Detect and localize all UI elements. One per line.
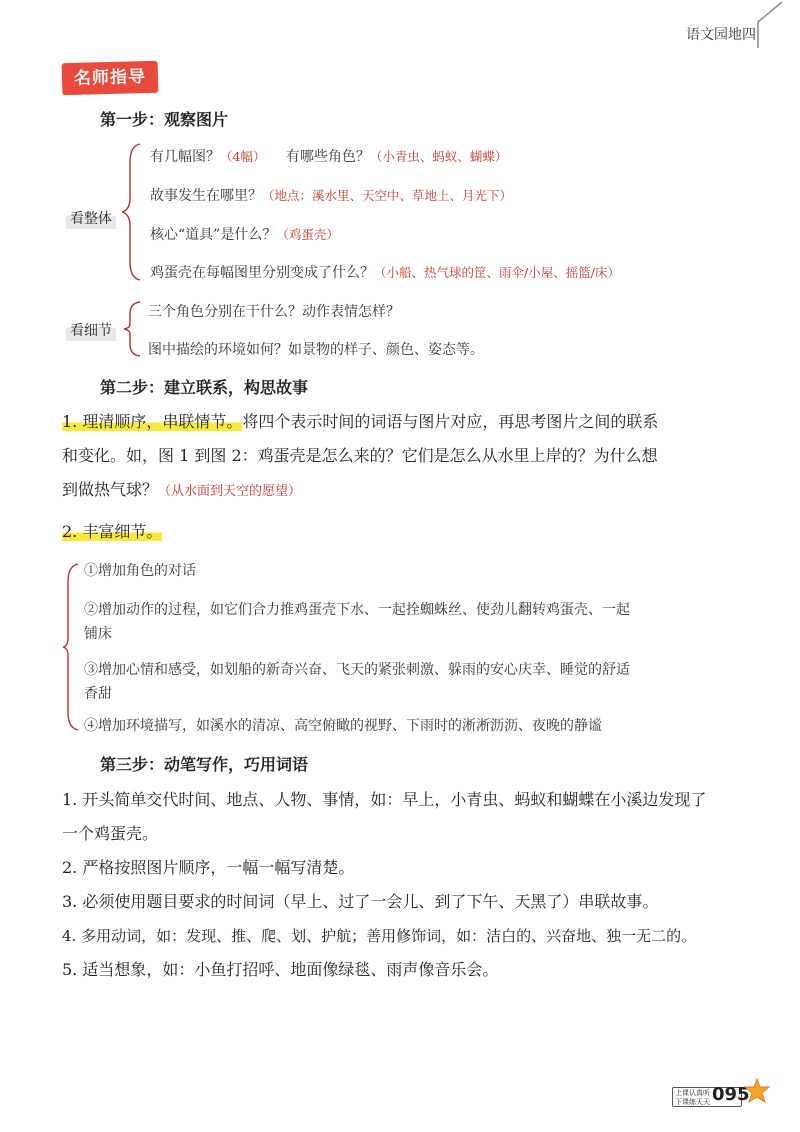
overall-question-3: 核心“道具”是什么？（鸡蛋壳）: [150, 227, 339, 243]
step3-line-1: 1. 开头简单交代时间、地点、人物、事情，如：早上，小青虫、蚂蚁和蝴蝶在小溪边发现了: [62, 790, 707, 809]
detail-item-2: ②增加动作的过程，如它们合力推鸡蛋壳下水、一起拴蜘蛛丝、使劲儿翻转鸡蛋壳、一起 铺床: [84, 602, 630, 642]
step3-title: 第三步：动笔写作，巧用词语: [100, 755, 309, 774]
step3-line-1-cont: 一个鸡蛋壳。: [62, 824, 159, 843]
tag-details: 看细节: [66, 319, 116, 341]
step3-line-3: 3. 必须使用题目要求的时间词（早上、过了一会儿、到了下午、天黑了）串联故事。: [62, 892, 659, 911]
step3-list: [62, 783, 762, 987]
corner-decoration: [754, 0, 784, 48]
step3-line-2: 2. 严格按照图片顺序，一幅一幅写清楚。: [62, 858, 355, 877]
detail-item-3: ③增加心情和感受，如划船的新奇兴奋、飞天的紧张刺激、躲雨的安心庆幸、睡觉的舒适 香甜: [84, 662, 630, 702]
chapter-title: 语文园地四: [686, 27, 756, 43]
step2-paragraph-1: 1. 理清顺序，串联情节。将四个表示时间的词语与图片对应，再思考图片之间的联系 和变化。如，图 1 到图 2：鸡蛋壳是怎么来的？它们是怎么从水里上岸的？为什么想 到做热气球？（从水面到天空的愿望）: [62, 412, 659, 499]
details-question-2: 图中描绘的环境如何？如景物的样子、颜色、姿态等。: [148, 342, 484, 358]
section-badge: 名师指导: [62, 61, 159, 96]
step3-line-5: 5. 适当想象，如：小鱼打招呼、地面像绿毯、雨声像音乐会。: [62, 960, 499, 979]
overall-question-1: 有几幅图？（4幅） 有哪些角色？（小青虫、蚂蚁、蝴蝶）: [150, 149, 508, 165]
star-icon: [744, 1078, 770, 1104]
tag-overall: 看整体: [66, 207, 116, 229]
details-question-1: 三个角色分别在干什么？动作表情怎样？: [148, 304, 400, 320]
step1-title: 第一步：观察图片: [100, 110, 229, 129]
brace-details-list: [62, 562, 80, 732]
brace-details: [122, 300, 142, 358]
brace-overall: [120, 142, 142, 282]
overall-question-2: 故事发生在哪里？（地点：溪水里、天空中、草地上、月光下）: [150, 188, 513, 204]
detail-item-1: ①增加角色的对话: [84, 563, 196, 579]
page-number: 095: [712, 1084, 750, 1105]
step3-line-4: 4. 多用动词，如：发现、推、爬、划、护航；善用修饰词，如：洁白的、兴奋地、独一无二的。: [62, 927, 697, 945]
step2-paragraph-2: 2. 丰富细节。: [62, 522, 163, 541]
overall-question-4: 鸡蛋壳在每幅图里分别变成了什么？（小船、热气球的筐、雨伞/小屋、摇篮/床）: [150, 265, 620, 281]
step2-title: 第二步：建立联系，构思故事: [100, 378, 309, 397]
footer-motto: 上课认真听 下课练天天: [672, 1087, 742, 1107]
detail-item-4: ④增加环境描写，如溪水的清凉、高空俯瞰的视野、下雨时的淅淅沥沥、夜晚的静谧: [84, 718, 602, 734]
